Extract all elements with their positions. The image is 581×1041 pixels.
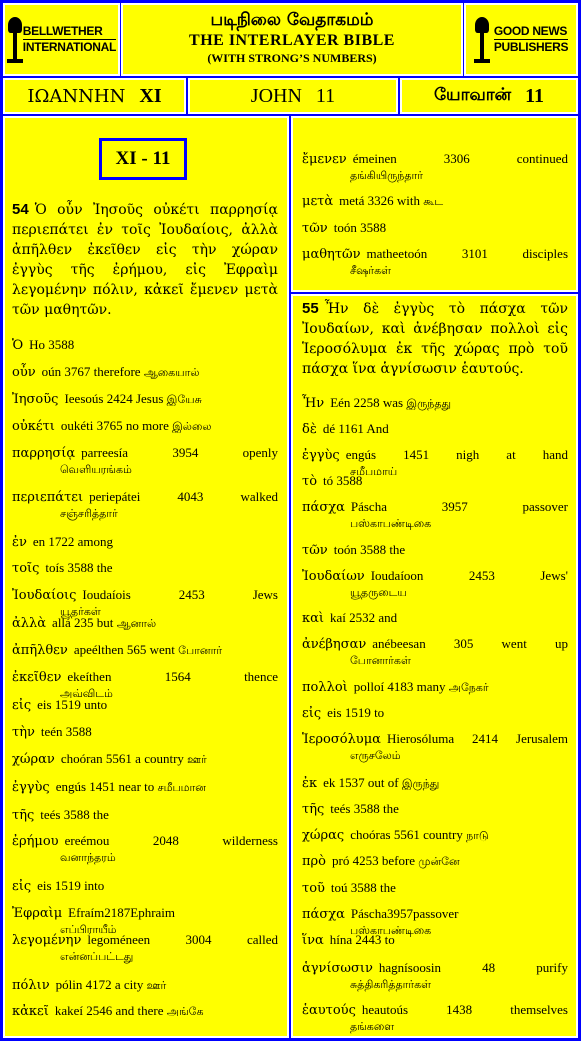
tamil-gloss: ஊர்: [187, 753, 207, 766]
greek-word: τῆς: [302, 802, 325, 817]
transliteration-strongs-gloss: Ieesoús 2424 Jesus: [64, 391, 164, 406]
greek-word: πάσχα: [302, 907, 345, 922]
tamil-book-label: [400, 78, 578, 114]
tamil-gloss: யூதருடைய: [350, 586, 407, 599]
word-entry: [302, 1001, 568, 1034]
word-entry: [302, 730, 568, 763]
tamil-gloss: பஸ்காபண்டிகை: [350, 517, 432, 530]
greek-word: πόλιν: [12, 978, 50, 993]
word-entry: [12, 832, 278, 865]
tamil-gloss: சஞ்சரித்தார்: [60, 507, 118, 520]
word-entry: [12, 417, 278, 435]
word-entry: [12, 363, 278, 381]
transliteration-strongs-gloss: Efraím2187Ephraim: [68, 905, 176, 920]
transliteration-strongs-gloss: oukéti 3765 no more: [60, 418, 169, 433]
lamp-icon: [474, 17, 490, 63]
word-entry: [302, 704, 568, 722]
tamil-gloss: பஸ்காபண்டிகை: [350, 924, 432, 937]
transliteration-strongs-gloss: Hierosóluma 2414 Jerusalem: [386, 731, 568, 746]
greek-word: εἰς: [12, 698, 32, 713]
greek-word: πρὸ: [302, 854, 327, 869]
greek-book-label: [3, 78, 186, 114]
greek-word: ἀνέβησαν: [302, 637, 367, 652]
word-entry: [12, 723, 278, 741]
transliteration-strongs-gloss: hína 2443 to: [329, 932, 395, 947]
title-block: [121, 3, 463, 76]
page-subtitle: (WITH STRONG’S NUMBERS): [207, 51, 377, 65]
verse-number: 55: [302, 300, 319, 317]
title-tamil: படிநிலை வேதாகமம்: [210, 10, 374, 30]
greek-word: ἁγνίσωσιν: [302, 961, 373, 976]
transliteration-strongs-gloss: engús 1451 nigh at hand: [345, 447, 568, 462]
tamil-gloss: வனாந்தரம்: [60, 851, 116, 864]
logo-line1: GOOD NEWS: [493, 24, 568, 38]
transliteration-strongs-gloss: ekeíthen 1564 thence: [67, 669, 278, 684]
word-entry: [302, 959, 568, 992]
transliteration-strongs-gloss: Ho 3588: [29, 337, 75, 352]
tamil-gloss: சுத்திகரித்தார்கள்: [350, 978, 432, 991]
tamil-gloss: ஊர்: [146, 979, 167, 992]
greek-word: καὶ: [302, 611, 325, 626]
logo-line2: PUBLISHERS: [493, 40, 569, 54]
tamil-gloss: இயேசு: [166, 393, 202, 406]
greek-word: οὐκέτι: [12, 419, 55, 434]
transliteration-strongs-gloss: eis 1519 into: [37, 878, 105, 893]
word-entry: [302, 800, 568, 818]
tamil-gloss: நாடு: [466, 829, 489, 842]
english-chapter: 11: [315, 84, 336, 107]
word-entry: [12, 336, 278, 354]
transliteration-strongs-gloss: Ioudaíoon 2453 Jews': [370, 568, 568, 583]
greek-word: περιεπάτει: [12, 490, 84, 505]
transliteration-strongs-gloss: hagnísoosin 48 purify: [378, 960, 568, 975]
transliteration-strongs-gloss: engús 1451 near to: [55, 779, 155, 794]
word-entry: [12, 1002, 278, 1020]
word-entry: [12, 488, 278, 521]
greek-word: τῶν: [302, 221, 328, 236]
word-entry: [12, 696, 278, 714]
greek-word: Ἐφραὶμ: [12, 906, 63, 921]
greek-word: τῶν: [302, 543, 328, 558]
transliteration-strongs-gloss: toón 3588: [333, 220, 387, 235]
tamil-gloss: தங்களை: [350, 1020, 395, 1033]
transliteration-strongs-gloss: allá 235 but: [52, 615, 114, 630]
verse-text: Ἦν δὲ ἐγγὺς τὸ πάσχα τῶν Ἰουδαίων, καὶ ἀνέβησαν πολλοὶ εἰς Ἱεροσόλυμα ἐκ τῆς χώρας πρὸ τοῦ πάσχα ἵνα ἁγνίσωσιν ἑαυτούς.: [302, 301, 568, 377]
transliteration-strongs-gloss: ereémou 2048 wilderness: [64, 833, 278, 848]
word-entry: [12, 390, 278, 408]
transliteration-strongs-gloss: en 1722 among: [32, 534, 114, 549]
word-entry: [302, 245, 568, 278]
transliteration-strongs-gloss: Ioudaíois 2453 Jews: [82, 587, 278, 602]
greek-word: κἀκεῖ: [12, 1004, 49, 1019]
transliteration-strongs-gloss: toís 3588 the: [45, 560, 113, 575]
tamil-gloss: எப்பிராயீம்: [60, 923, 117, 936]
word-entry: [302, 879, 568, 897]
greek-word: εἰς: [302, 706, 322, 721]
logo-line1: BELLWETHER: [23, 24, 116, 40]
page-title: THE INTERLAYER BIBLE: [189, 32, 395, 49]
transliteration-strongs-gloss: legoméneen 3004 called: [87, 932, 278, 947]
greek-word: Ἱεροσόλυμα: [302, 732, 381, 747]
tamil-gloss: எருசலேம்: [350, 749, 401, 762]
transliteration-strongs-gloss: toón 3588 the: [333, 542, 406, 557]
greek-word: ἵνα: [302, 933, 324, 948]
greek-word: ἐν: [12, 535, 27, 550]
transliteration-strongs-gloss: anébeesan 305 went up: [372, 636, 568, 651]
word-entry: [302, 498, 568, 531]
tamil-gloss: அவ்விடம்: [60, 687, 113, 700]
tamil-gloss: போனார்கள்: [350, 654, 411, 667]
transliteration-strongs-gloss: teés 3588 the: [330, 801, 399, 816]
greek-book-name: ΙΩΑΝΝΗΝ: [27, 85, 126, 107]
greek-word: τῆς: [12, 808, 35, 823]
transliteration-strongs-gloss: heautoús 1438 themselves: [361, 1002, 568, 1017]
tamil-gloss: யூதர்கள்: [60, 605, 101, 618]
word-entry: [12, 641, 278, 659]
word-entry: [302, 567, 568, 600]
tamil-chapter: 11: [525, 84, 545, 107]
word-entry: [302, 931, 568, 949]
word-entry: [12, 806, 278, 824]
tamil-gloss: அங்கே: [166, 1005, 204, 1018]
tamil-gloss: சீஷர்கள்: [350, 264, 392, 277]
greek-word: δὲ: [302, 422, 317, 437]
word-entry: [12, 750, 278, 768]
transliteration-strongs-gloss: tó 3588: [323, 473, 363, 488]
word-entry: [302, 678, 568, 696]
greek-word: μαθητῶν: [302, 247, 361, 262]
tamil-gloss: போனார்: [178, 644, 223, 657]
word-entry: [302, 635, 568, 668]
word-entry: [12, 778, 278, 796]
word-entry: [302, 472, 568, 490]
tamil-gloss: இல்லை: [172, 420, 212, 433]
transliteration-strongs-gloss: choóras 5561 country: [350, 827, 463, 842]
transliteration-strongs-gloss: kakeí 2546 and there: [54, 1003, 164, 1018]
greek-word: τὴν: [12, 725, 35, 740]
transliteration-strongs-gloss: eis 1519 unto: [37, 697, 108, 712]
greek-word: Ἰουδαίοις: [12, 588, 77, 603]
word-entry: [302, 541, 568, 559]
greek-chapter: XI: [139, 84, 162, 107]
verse-54: [12, 200, 278, 320]
transliteration-strongs-gloss: kaí 2532 and: [330, 610, 398, 625]
transliteration-strongs-gloss: teés 3588 the: [40, 807, 109, 822]
word-entry: [12, 877, 278, 895]
transliteration-strongs-gloss: dé 1161 And: [322, 421, 389, 436]
transliteration-strongs-gloss: eis 1519 to: [327, 705, 385, 720]
tamil-gloss: அநேகர்: [448, 681, 489, 694]
english-book-name: JOHN: [250, 84, 302, 107]
chapter-tag: XI - 11: [99, 138, 187, 180]
tamil-gloss: வெளியரங்கம்: [60, 463, 132, 476]
good-news-logo: [464, 3, 578, 76]
word-entry: [302, 150, 568, 183]
word-entry: [302, 774, 568, 792]
greek-word: πολλοὶ: [302, 680, 348, 695]
greek-word: χώρας: [302, 828, 345, 843]
verse-text: Ὁ οὖν Ἰησοῦς οὐκέτι παρρησίᾳ περιεπάτει ἐν τοῖς Ἰουδαίοις, ἀλλὰ ἀπῆλθεν ἐκεῖθεν εἰς τὴν χώραν ἐγγὺς τῆς ἐρήμου, εἰς Ἐφραὶμ λεγομένην πόλιν, κἀκεῖ ἔμενεν μετὰ τῶν μαθητῶν.: [12, 202, 278, 318]
transliteration-strongs-gloss: Eén 2258 was: [330, 395, 404, 410]
tamil-gloss: இருந்தது: [406, 397, 452, 410]
transliteration-strongs-gloss: matheetoón 3101 disciples: [366, 246, 568, 261]
transliteration-strongs-gloss: parreesía 3954 openly: [81, 445, 278, 460]
word-entry: [12, 614, 278, 632]
greek-word: χώραν: [12, 752, 55, 767]
transliteration-strongs-gloss: Páscha 3957 passover: [350, 499, 568, 514]
bellwether-logo: [3, 3, 120, 76]
tamil-gloss: தங்கியிருந்தார்: [350, 169, 424, 182]
transliteration-strongs-gloss: choóran 5561 a country: [60, 751, 184, 766]
lamp-icon: [7, 17, 19, 63]
greek-word: ἐρήμου: [12, 834, 59, 849]
word-entry: [12, 559, 278, 577]
greek-word: ἐγγὺς: [302, 448, 340, 463]
transliteration-strongs-gloss: metá 3326 with: [339, 193, 421, 208]
greek-word: μετὰ: [302, 194, 334, 209]
greek-word: ἀπῆλθεν: [12, 643, 68, 658]
tamil-gloss: சமீபமாய்: [350, 465, 398, 478]
greek-word: Ἦν: [302, 396, 325, 411]
transliteration-strongs-gloss: pró 4253 before: [332, 853, 416, 868]
transliteration-strongs-gloss: Páscha3957passover: [350, 906, 459, 921]
word-entry: [12, 533, 278, 551]
greek-word: ἐκ: [302, 776, 318, 791]
transliteration-strongs-gloss: ek 1537 out of: [323, 775, 399, 790]
tamil-gloss: சமீபமான: [157, 781, 206, 794]
word-entry: [12, 444, 278, 477]
transliteration-strongs-gloss: periepátei 4043 walked: [89, 489, 278, 504]
verse-55: [302, 299, 568, 379]
word-entry: [302, 219, 568, 237]
greek-word: λεγομένην: [12, 933, 82, 948]
greek-word: πάσχα: [302, 500, 345, 515]
greek-word: τὸ: [302, 474, 318, 489]
word-entry: [302, 192, 568, 210]
greek-word: παρρησίᾳ: [12, 446, 76, 461]
word-entry: [302, 609, 568, 627]
tamil-gloss: ஆனால்: [116, 617, 157, 630]
greek-word: εἰς: [12, 879, 32, 894]
tamil-gloss: என்னப்பட்டது: [60, 950, 134, 963]
transliteration-strongs-gloss: polloí 4183 many: [353, 679, 446, 694]
verse-number: 54: [12, 201, 29, 218]
greek-word: Ἰουδαίων: [302, 569, 365, 584]
greek-word: ἀλλὰ: [12, 616, 47, 631]
word-entry: [302, 420, 568, 438]
transliteration-strongs-gloss: oún 3767 therefore: [41, 364, 141, 379]
transliteration-strongs-gloss: apeélthen 565 went: [73, 642, 175, 657]
greek-word: Ἰησοῦς: [12, 392, 59, 407]
tamil-gloss: கூட: [423, 195, 444, 208]
word-entry: [12, 976, 278, 994]
tamil-gloss: முன்னே: [418, 855, 460, 868]
transliteration-strongs-gloss: pólin 4172 a city: [55, 977, 144, 992]
word-entry: [12, 931, 278, 964]
transliteration-strongs-gloss: teén 3588: [40, 724, 92, 739]
tamil-gloss: ஆகையால்: [143, 366, 200, 379]
english-book-label: [188, 78, 398, 114]
greek-word: τοῖς: [12, 561, 40, 576]
transliteration-strongs-gloss: émeinen 3306 continued: [352, 151, 568, 166]
word-entry: [302, 826, 568, 844]
greek-word: ἐκεῖθεν: [12, 670, 62, 685]
transliteration-strongs-gloss: toú 3588 the: [330, 880, 396, 895]
logo-line2: INTERNATIONAL: [22, 40, 116, 54]
tamil-book-name: யோவான்: [433, 85, 512, 105]
greek-word: Ὁ: [12, 338, 24, 353]
tamil-gloss: இருந்து: [401, 777, 440, 790]
word-entry: [302, 852, 568, 870]
greek-word: ἔμενεν: [302, 152, 347, 167]
word-entry: [302, 394, 568, 412]
greek-word: οὖν: [12, 365, 36, 380]
greek-word: ἐγγὺς: [12, 780, 50, 795]
greek-word: ἑαυτούς: [302, 1003, 356, 1018]
greek-word: τοῦ: [302, 881, 325, 896]
